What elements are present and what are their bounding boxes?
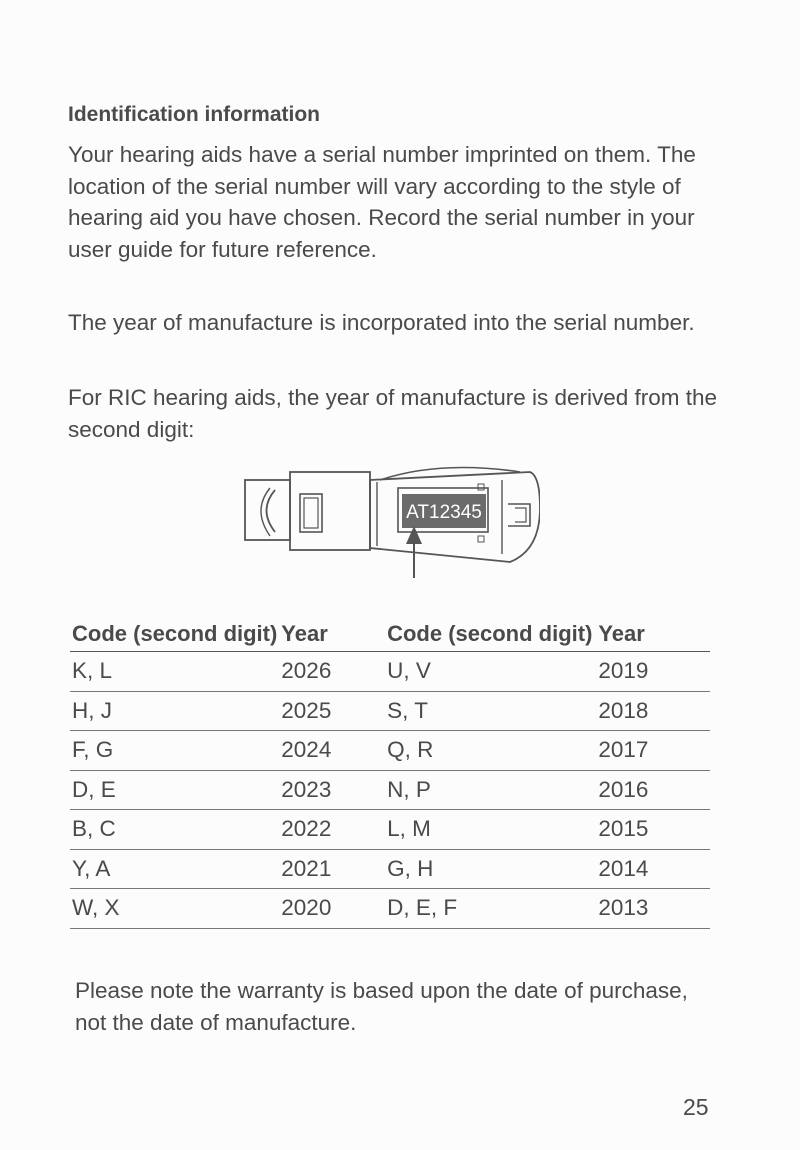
- code-cell: H, J: [70, 691, 279, 731]
- year-cell: 2020: [279, 889, 385, 929]
- serial-label-text: AT12345: [406, 502, 482, 523]
- code-cell: Q, R: [385, 731, 596, 771]
- code-cell: S, T: [385, 691, 596, 731]
- year-cell: 2016: [596, 770, 710, 810]
- code-cell: D, E, F: [385, 889, 596, 929]
- year-cell: 2024: [279, 731, 385, 771]
- table-header-row: [70, 618, 710, 652]
- table-row: [70, 770, 710, 810]
- code-cell: D, E: [70, 770, 279, 810]
- code-cell: G, H: [385, 849, 596, 889]
- year-cell: 2026: [279, 652, 385, 692]
- header-year-1: Year: [279, 618, 385, 652]
- year-cell: 2019: [596, 652, 710, 692]
- paragraph-ric-derivation: For RIC hearing aids, the year of manufacture is derived from the second digit:: [68, 385, 718, 442]
- section-heading: Identification information: [68, 103, 320, 126]
- code-cell: B, C: [70, 810, 279, 850]
- year-cell: 2015: [596, 810, 710, 850]
- year-cell: 2017: [596, 731, 710, 771]
- year-cell: 2025: [279, 691, 385, 731]
- code-cell: N, P: [385, 770, 596, 810]
- code-cell: W, X: [70, 889, 279, 929]
- manufacture-year-table: [70, 618, 710, 929]
- code-cell: L, M: [385, 810, 596, 850]
- pointer-arrow-head: [406, 526, 422, 544]
- year-cell: 2013: [596, 889, 710, 929]
- table-row: [70, 731, 710, 771]
- connector-slot: [300, 494, 322, 532]
- table-row: [70, 849, 710, 889]
- paragraph-serial-number: Your hearing aids have a serial number imprinted on them. The location of the serial number will vary according to the style of hearing aid you have chosen. Record the serial number in your user guide for future reference.: [68, 142, 696, 262]
- year-cell: 2014: [596, 849, 710, 889]
- code-cell: F, G: [70, 731, 279, 771]
- warranty-note: Please note the warranty is based upon the date of purchase, not the date of manufacture.: [75, 978, 688, 1035]
- header-year-2: Year: [596, 618, 710, 652]
- receiver-curve: [267, 490, 276, 532]
- year-cell: 2021: [279, 849, 385, 889]
- paragraph-year-incorporated: The year of manufacture is incorporated into the serial number.: [68, 310, 695, 335]
- code-cell: Y, A: [70, 849, 279, 889]
- table-row: [70, 889, 710, 929]
- connector-body: [290, 472, 370, 550]
- header-code-1: Code (second digit): [70, 618, 279, 652]
- year-cell: 2018: [596, 691, 710, 731]
- code-cell: U, V: [385, 652, 596, 692]
- table-row: [70, 810, 710, 850]
- year-cell: 2022: [279, 810, 385, 850]
- receiver-curve-inner: [261, 488, 270, 536]
- hearing-aid-illustration: [240, 458, 540, 588]
- page-number: 25: [683, 1094, 709, 1120]
- header-code-2: Code (second digit): [385, 618, 596, 652]
- table-row: [70, 691, 710, 731]
- year-cell: 2023: [279, 770, 385, 810]
- table-row: [70, 652, 710, 692]
- code-cell: K, L: [70, 652, 279, 692]
